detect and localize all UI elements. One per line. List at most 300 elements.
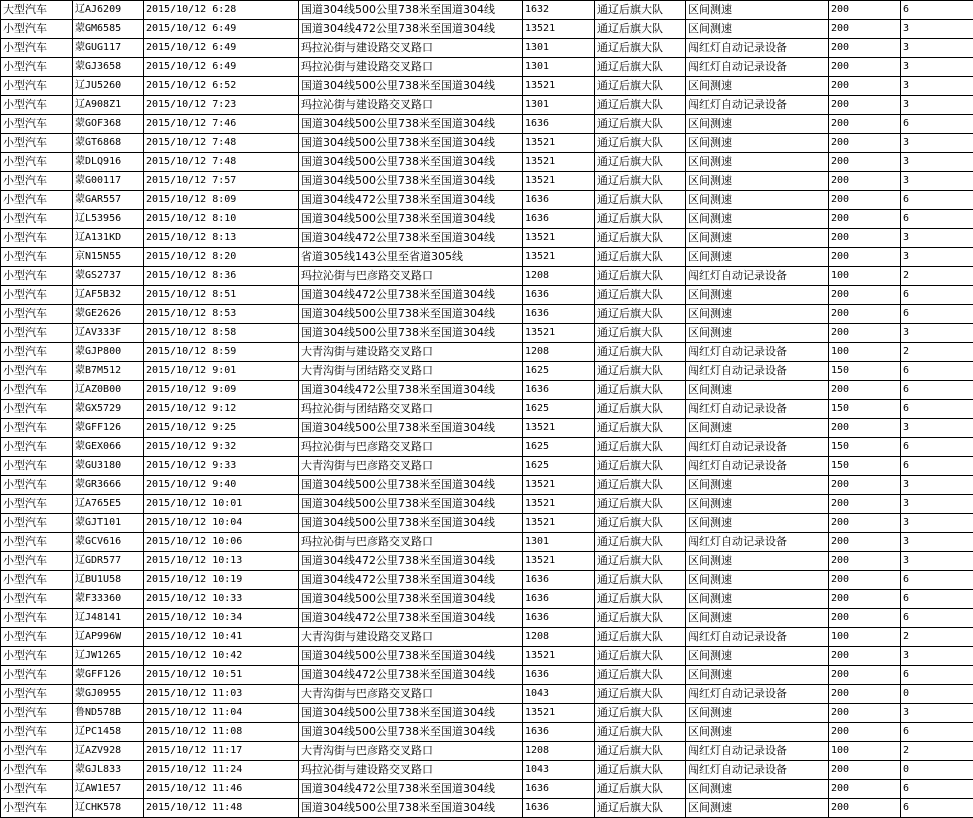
datetime-cell: 2015/10/12 7:23 <box>144 96 299 115</box>
department-cell: 通辽后旗大队 <box>595 514 686 533</box>
table-row <box>1 343 973 362</box>
table-row <box>1 742 973 761</box>
code-cell: 13521 <box>523 514 595 533</box>
fine-cell: 200 <box>829 39 901 58</box>
code-cell: 1636 <box>523 666 595 685</box>
datetime-cell: 2015/10/12 7:57 <box>144 172 299 191</box>
location-cell: 玛拉沁街与建设路交叉路口 <box>299 39 523 58</box>
table-row <box>1 609 973 628</box>
department-cell: 通辽后旗大队 <box>595 742 686 761</box>
code-cell: 1636 <box>523 286 595 305</box>
department-cell: 通辽后旗大队 <box>595 324 686 343</box>
department-cell: 通辽后旗大队 <box>595 1 686 20</box>
fine-cell: 200 <box>829 191 901 210</box>
points-cell: 6 <box>901 609 973 628</box>
device-cell: 区间测速 <box>686 286 829 305</box>
code-cell: 1636 <box>523 609 595 628</box>
location-cell: 大青沟街与巴彦路交叉路口 <box>299 685 523 704</box>
points-cell: 3 <box>901 495 973 514</box>
table-row <box>1 628 973 647</box>
location-cell: 大青沟街与建设路交叉路口 <box>299 343 523 362</box>
table-body <box>1 1 973 818</box>
code-cell: 13521 <box>523 77 595 96</box>
plate-number-cell: 辽AJ6209 <box>73 1 144 20</box>
code-cell: 1208 <box>523 343 595 362</box>
plate-number-cell: 京N15N55 <box>73 248 144 267</box>
vehicle-type-cell: 小型汽车 <box>1 134 73 153</box>
code-cell: 1208 <box>523 742 595 761</box>
fine-cell: 200 <box>829 210 901 229</box>
location-cell: 国道304线500公里738米至国道304线 <box>299 514 523 533</box>
location-cell: 省道305线143公里至省道305线 <box>299 248 523 267</box>
code-cell: 1636 <box>523 191 595 210</box>
location-cell: 国道304线500公里738米至国道304线 <box>299 115 523 134</box>
code-cell: 1625 <box>523 438 595 457</box>
vehicle-type-cell: 小型汽车 <box>1 647 73 666</box>
table-row <box>1 495 973 514</box>
device-cell: 区间测速 <box>686 248 829 267</box>
points-cell: 6 <box>901 571 973 590</box>
vehicle-type-cell: 小型汽车 <box>1 723 73 742</box>
datetime-cell: 2015/10/12 10:06 <box>144 533 299 552</box>
device-cell: 闯红灯自动记录设备 <box>686 58 829 77</box>
table-row <box>1 780 973 799</box>
department-cell: 通辽后旗大队 <box>595 172 686 191</box>
datetime-cell: 2015/10/12 8:58 <box>144 324 299 343</box>
device-cell: 区间测速 <box>686 115 829 134</box>
datetime-cell: 2015/10/12 6:28 <box>144 1 299 20</box>
location-cell: 国道304线472公里738米至国道304线 <box>299 666 523 685</box>
plate-number-cell: 辽GDR577 <box>73 552 144 571</box>
department-cell: 通辽后旗大队 <box>595 115 686 134</box>
fine-cell: 100 <box>829 267 901 286</box>
vehicle-type-cell: 小型汽车 <box>1 457 73 476</box>
code-cell: 13521 <box>523 552 595 571</box>
datetime-cell: 2015/10/12 10:51 <box>144 666 299 685</box>
fine-cell: 200 <box>829 571 901 590</box>
plate-number-cell: 蒙GE2626 <box>73 305 144 324</box>
department-cell: 通辽后旗大队 <box>595 799 686 818</box>
table-row <box>1 723 973 742</box>
points-cell: 6 <box>901 400 973 419</box>
fine-cell: 150 <box>829 457 901 476</box>
plate-number-cell: 蒙GJL833 <box>73 761 144 780</box>
location-cell: 国道304线500公里738米至国道304线 <box>299 324 523 343</box>
table-row <box>1 552 973 571</box>
datetime-cell: 2015/10/12 7:48 <box>144 134 299 153</box>
vehicle-type-cell: 小型汽车 <box>1 115 73 134</box>
code-cell: 13521 <box>523 647 595 666</box>
department-cell: 通辽后旗大队 <box>595 495 686 514</box>
datetime-cell: 2015/10/12 11:46 <box>144 780 299 799</box>
vehicle-type-cell: 小型汽车 <box>1 419 73 438</box>
points-cell: 3 <box>901 419 973 438</box>
vehicle-type-cell: 小型汽车 <box>1 381 73 400</box>
department-cell: 通辽后旗大队 <box>595 666 686 685</box>
device-cell: 区间测速 <box>686 419 829 438</box>
vehicle-type-cell: 小型汽车 <box>1 343 73 362</box>
points-cell: 3 <box>901 476 973 495</box>
device-cell: 区间测速 <box>686 495 829 514</box>
datetime-cell: 2015/10/12 8:51 <box>144 286 299 305</box>
points-cell: 6 <box>901 723 973 742</box>
fine-cell: 150 <box>829 438 901 457</box>
location-cell: 国道304线500公里738米至国道304线 <box>299 153 523 172</box>
fine-cell: 200 <box>829 172 901 191</box>
points-cell: 3 <box>901 39 973 58</box>
vehicle-type-cell: 小型汽车 <box>1 666 73 685</box>
fine-cell: 100 <box>829 628 901 647</box>
fine-cell: 200 <box>829 723 901 742</box>
device-cell: 闯红灯自动记录设备 <box>686 685 829 704</box>
points-cell: 6 <box>901 381 973 400</box>
datetime-cell: 2015/10/12 9:40 <box>144 476 299 495</box>
plate-number-cell: 辽AW1E57 <box>73 780 144 799</box>
department-cell: 通辽后旗大队 <box>595 20 686 39</box>
device-cell: 区间测速 <box>686 552 829 571</box>
code-cell: 1636 <box>523 115 595 134</box>
code-cell: 1301 <box>523 533 595 552</box>
fine-cell: 200 <box>829 495 901 514</box>
table-row <box>1 115 973 134</box>
department-cell: 通辽后旗大队 <box>595 343 686 362</box>
location-cell: 国道304线472公里738米至国道304线 <box>299 609 523 628</box>
department-cell: 通辽后旗大队 <box>595 723 686 742</box>
points-cell: 3 <box>901 229 973 248</box>
device-cell: 闯红灯自动记录设备 <box>686 628 829 647</box>
datetime-cell: 2015/10/12 11:03 <box>144 685 299 704</box>
vehicle-type-cell: 小型汽车 <box>1 495 73 514</box>
code-cell: 1301 <box>523 58 595 77</box>
department-cell: 通辽后旗大队 <box>595 780 686 799</box>
points-cell: 6 <box>901 799 973 818</box>
device-cell: 区间测速 <box>686 666 829 685</box>
department-cell: 通辽后旗大队 <box>595 210 686 229</box>
plate-number-cell: 辽AV333F <box>73 324 144 343</box>
vehicle-type-cell: 小型汽车 <box>1 590 73 609</box>
points-cell: 3 <box>901 96 973 115</box>
table-row <box>1 533 973 552</box>
location-cell: 国道304线472公里738米至国道304线 <box>299 20 523 39</box>
location-cell: 国道304线500公里738米至国道304线 <box>299 77 523 96</box>
device-cell: 区间测速 <box>686 172 829 191</box>
vehicle-type-cell: 小型汽车 <box>1 438 73 457</box>
location-cell: 国道304线500公里738米至国道304线 <box>299 590 523 609</box>
device-cell: 闯红灯自动记录设备 <box>686 343 829 362</box>
fine-cell: 200 <box>829 134 901 153</box>
department-cell: 通辽后旗大队 <box>595 533 686 552</box>
plate-number-cell: 辽JW1265 <box>73 647 144 666</box>
device-cell: 区间测速 <box>686 229 829 248</box>
points-cell: 3 <box>901 134 973 153</box>
location-cell: 国道304线472公里738米至国道304线 <box>299 286 523 305</box>
datetime-cell: 2015/10/12 8:13 <box>144 229 299 248</box>
vehicle-type-cell: 小型汽车 <box>1 514 73 533</box>
device-cell: 区间测速 <box>686 647 829 666</box>
points-cell: 6 <box>901 438 973 457</box>
code-cell: 1636 <box>523 381 595 400</box>
plate-number-cell: 蒙GOF368 <box>73 115 144 134</box>
points-cell: 0 <box>901 761 973 780</box>
vehicle-type-cell: 小型汽车 <box>1 39 73 58</box>
vehicle-type-cell: 小型汽车 <box>1 191 73 210</box>
device-cell: 闯红灯自动记录设备 <box>686 400 829 419</box>
vehicle-type-cell: 小型汽车 <box>1 761 73 780</box>
points-cell: 6 <box>901 115 973 134</box>
code-cell: 13521 <box>523 324 595 343</box>
department-cell: 通辽后旗大队 <box>595 248 686 267</box>
plate-number-cell: 辽A908Z1 <box>73 96 144 115</box>
points-cell: 6 <box>901 286 973 305</box>
datetime-cell: 2015/10/12 9:32 <box>144 438 299 457</box>
fine-cell: 200 <box>829 761 901 780</box>
plate-number-cell: 辽AF5B32 <box>73 286 144 305</box>
datetime-cell: 2015/10/12 10:34 <box>144 609 299 628</box>
device-cell: 区间测速 <box>686 191 829 210</box>
vehicle-type-cell: 小型汽车 <box>1 58 73 77</box>
fine-cell: 200 <box>829 419 901 438</box>
plate-number-cell: 蒙F33360 <box>73 590 144 609</box>
vehicle-type-cell: 小型汽车 <box>1 742 73 761</box>
table-row <box>1 400 973 419</box>
fine-cell: 200 <box>829 1 901 20</box>
table-row <box>1 153 973 172</box>
fine-cell: 200 <box>829 248 901 267</box>
plate-number-cell: 蒙GS2737 <box>73 267 144 286</box>
department-cell: 通辽后旗大队 <box>595 191 686 210</box>
datetime-cell: 2015/10/12 8:53 <box>144 305 299 324</box>
department-cell: 通辽后旗大队 <box>595 77 686 96</box>
location-cell: 国道304线472公里738米至国道304线 <box>299 552 523 571</box>
code-cell: 1625 <box>523 362 595 381</box>
table-row <box>1 191 973 210</box>
fine-cell: 200 <box>829 647 901 666</box>
device-cell: 闯红灯自动记录设备 <box>686 761 829 780</box>
vehicle-type-cell: 小型汽车 <box>1 685 73 704</box>
location-cell: 玛拉沁街与团结路交叉路口 <box>299 400 523 419</box>
department-cell: 通辽后旗大队 <box>595 134 686 153</box>
fine-cell: 200 <box>829 324 901 343</box>
vehicle-type-cell: 小型汽车 <box>1 172 73 191</box>
department-cell: 通辽后旗大队 <box>595 552 686 571</box>
code-cell: 1301 <box>523 39 595 58</box>
device-cell: 闯红灯自动记录设备 <box>686 533 829 552</box>
points-cell: 3 <box>901 58 973 77</box>
location-cell: 国道304线500公里738米至国道304线 <box>299 495 523 514</box>
department-cell: 通辽后旗大队 <box>595 590 686 609</box>
datetime-cell: 2015/10/12 10:33 <box>144 590 299 609</box>
datetime-cell: 2015/10/12 8:10 <box>144 210 299 229</box>
table-row <box>1 438 973 457</box>
fine-cell: 100 <box>829 343 901 362</box>
device-cell: 区间测速 <box>686 305 829 324</box>
location-cell: 国道304线472公里738米至国道304线 <box>299 571 523 590</box>
plate-number-cell: 辽J48141 <box>73 609 144 628</box>
location-cell: 国道304线500公里738米至国道304线 <box>299 476 523 495</box>
device-cell: 区间测速 <box>686 381 829 400</box>
device-cell: 区间测速 <box>686 704 829 723</box>
device-cell: 区间测速 <box>686 590 829 609</box>
location-cell: 玛拉沁街与巴彦路交叉路口 <box>299 267 523 286</box>
location-cell: 国道304线500公里738米至国道304线 <box>299 799 523 818</box>
points-cell: 6 <box>901 666 973 685</box>
location-cell: 玛拉沁街与巴彦路交叉路口 <box>299 533 523 552</box>
datetime-cell: 2015/10/12 7:46 <box>144 115 299 134</box>
datetime-cell: 2015/10/12 8:09 <box>144 191 299 210</box>
department-cell: 通辽后旗大队 <box>595 571 686 590</box>
points-cell: 0 <box>901 685 973 704</box>
department-cell: 通辽后旗大队 <box>595 457 686 476</box>
table-row <box>1 571 973 590</box>
device-cell: 区间测速 <box>686 210 829 229</box>
fine-cell: 200 <box>829 514 901 533</box>
vehicle-type-cell: 小型汽车 <box>1 362 73 381</box>
location-cell: 大青沟街与建设路交叉路口 <box>299 628 523 647</box>
points-cell: 2 <box>901 742 973 761</box>
table-row <box>1 267 973 286</box>
vehicle-type-cell: 小型汽车 <box>1 248 73 267</box>
device-cell: 闯红灯自动记录设备 <box>686 438 829 457</box>
plate-number-cell: 蒙B7M512 <box>73 362 144 381</box>
fine-cell: 200 <box>829 685 901 704</box>
datetime-cell: 2015/10/12 8:36 <box>144 267 299 286</box>
department-cell: 通辽后旗大队 <box>595 419 686 438</box>
department-cell: 通辽后旗大队 <box>595 305 686 324</box>
datetime-cell: 2015/10/12 6:52 <box>144 77 299 96</box>
points-cell: 2 <box>901 343 973 362</box>
table-row <box>1 457 973 476</box>
vehicle-type-cell: 小型汽车 <box>1 20 73 39</box>
fine-cell: 200 <box>829 96 901 115</box>
plate-number-cell: 蒙GM6585 <box>73 20 144 39</box>
points-cell: 6 <box>901 362 973 381</box>
fine-cell: 200 <box>829 58 901 77</box>
code-cell: 1625 <box>523 457 595 476</box>
code-cell: 1632 <box>523 1 595 20</box>
code-cell: 13521 <box>523 229 595 248</box>
location-cell: 国道304线472公里738米至国道304线 <box>299 191 523 210</box>
location-cell: 国道304线472公里738米至国道304线 <box>299 780 523 799</box>
datetime-cell: 2015/10/12 9:33 <box>144 457 299 476</box>
vehicle-type-cell: 小型汽车 <box>1 552 73 571</box>
device-cell: 区间测速 <box>686 723 829 742</box>
vehicle-type-cell: 小型汽车 <box>1 476 73 495</box>
table-row <box>1 134 973 153</box>
fine-cell: 200 <box>829 20 901 39</box>
plate-number-cell: 蒙DLQ916 <box>73 153 144 172</box>
location-cell: 国道304线472公里738米至国道304线 <box>299 381 523 400</box>
datetime-cell: 2015/10/12 7:48 <box>144 153 299 172</box>
plate-number-cell: 蒙GFF126 <box>73 666 144 685</box>
fine-cell: 200 <box>829 799 901 818</box>
table-row <box>1 39 973 58</box>
vehicle-type-cell: 小型汽车 <box>1 533 73 552</box>
plate-number-cell: 蒙GX5729 <box>73 400 144 419</box>
code-cell: 13521 <box>523 476 595 495</box>
table-row <box>1 210 973 229</box>
location-cell: 玛拉沁街与建设路交叉路口 <box>299 58 523 77</box>
code-cell: 13521 <box>523 495 595 514</box>
location-cell: 大青沟街与团结路交叉路口 <box>299 362 523 381</box>
device-cell: 区间测速 <box>686 134 829 153</box>
vehicle-type-cell: 小型汽车 <box>1 799 73 818</box>
vehicle-type-cell: 小型汽车 <box>1 229 73 248</box>
plate-number-cell: 辽L53956 <box>73 210 144 229</box>
datetime-cell: 2015/10/12 9:12 <box>144 400 299 419</box>
vehicle-type-cell: 小型汽车 <box>1 305 73 324</box>
points-cell: 6 <box>901 780 973 799</box>
vehicle-type-cell: 小型汽车 <box>1 400 73 419</box>
code-cell: 1208 <box>523 267 595 286</box>
points-cell: 2 <box>901 628 973 647</box>
code-cell: 1208 <box>523 628 595 647</box>
device-cell: 区间测速 <box>686 324 829 343</box>
code-cell: 1636 <box>523 571 595 590</box>
department-cell: 通辽后旗大队 <box>595 704 686 723</box>
points-cell: 6 <box>901 210 973 229</box>
vehicle-type-cell: 小型汽车 <box>1 780 73 799</box>
code-cell: 13521 <box>523 419 595 438</box>
table-row <box>1 305 973 324</box>
points-cell: 3 <box>901 704 973 723</box>
plate-number-cell: 辽PC1458 <box>73 723 144 742</box>
vehicle-type-cell: 小型汽车 <box>1 286 73 305</box>
plate-number-cell: 辽A131KD <box>73 229 144 248</box>
code-cell: 1636 <box>523 590 595 609</box>
datetime-cell: 2015/10/12 8:59 <box>144 343 299 362</box>
table-row <box>1 761 973 780</box>
department-cell: 通辽后旗大队 <box>595 438 686 457</box>
plate-number-cell: 蒙GJT101 <box>73 514 144 533</box>
plate-number-cell: 蒙GU3180 <box>73 457 144 476</box>
table-row <box>1 590 973 609</box>
points-cell: 6 <box>901 590 973 609</box>
code-cell: 1625 <box>523 400 595 419</box>
location-cell: 国道304线472公里738米至国道304线 <box>299 229 523 248</box>
device-cell: 区间测速 <box>686 476 829 495</box>
department-cell: 通辽后旗大队 <box>595 761 686 780</box>
table-row <box>1 476 973 495</box>
plate-number-cell: 辽A765E5 <box>73 495 144 514</box>
code-cell: 13521 <box>523 20 595 39</box>
fine-cell: 200 <box>829 590 901 609</box>
table-row <box>1 419 973 438</box>
datetime-cell: 2015/10/12 10:04 <box>144 514 299 533</box>
location-cell: 大青沟街与巴彦路交叉路口 <box>299 457 523 476</box>
device-cell: 区间测速 <box>686 20 829 39</box>
datetime-cell: 2015/10/12 10:13 <box>144 552 299 571</box>
device-cell: 区间测速 <box>686 609 829 628</box>
table-row <box>1 704 973 723</box>
plate-number-cell: 辽CHK578 <box>73 799 144 818</box>
table-row <box>1 362 973 381</box>
fine-cell: 200 <box>829 476 901 495</box>
location-cell: 国道304线500公里738米至国道304线 <box>299 647 523 666</box>
department-cell: 通辽后旗大队 <box>595 476 686 495</box>
fine-cell: 200 <box>829 704 901 723</box>
table-row <box>1 1 973 20</box>
device-cell: 区间测速 <box>686 77 829 96</box>
vehicle-type-cell: 小型汽车 <box>1 96 73 115</box>
code-cell: 1043 <box>523 761 595 780</box>
fine-cell: 150 <box>829 362 901 381</box>
datetime-cell: 2015/10/12 10:42 <box>144 647 299 666</box>
device-cell: 闯红灯自动记录设备 <box>686 267 829 286</box>
table-row <box>1 685 973 704</box>
points-cell: 3 <box>901 647 973 666</box>
department-cell: 通辽后旗大队 <box>595 153 686 172</box>
location-cell: 国道304线500公里738米至国道304线 <box>299 172 523 191</box>
